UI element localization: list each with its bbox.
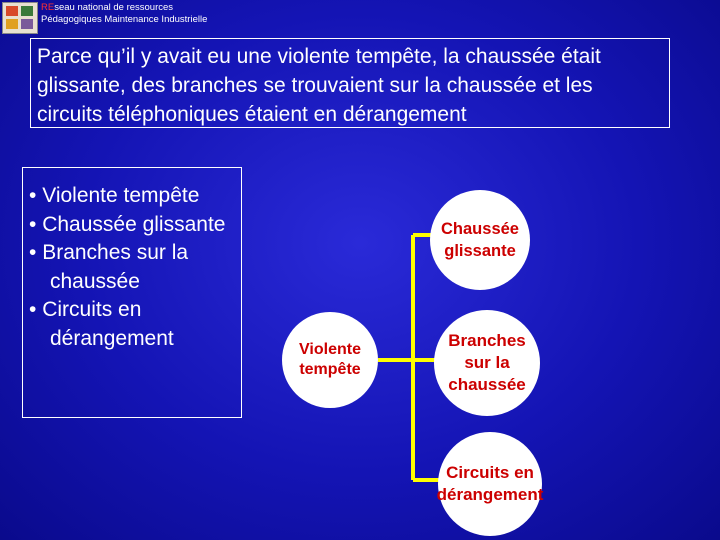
effect-label: Branches sur la chaussée (448, 331, 526, 394)
list-item: • Violente tempête (29, 182, 237, 211)
effect-node (434, 310, 540, 416)
effect-label: Chaussée glissante (441, 220, 519, 260)
organization-highlight: RE (41, 2, 55, 13)
effect-label: Circuits en dérangement (436, 463, 544, 504)
slide-title: Parce qu’il y avait eu une violente tempête, la chaussée était glissante, des branches se trouvaient sur la chaussée et les circuits téléphoniques étaient en dérangement (30, 38, 670, 128)
list-item: • Branches sur la chaussée (29, 239, 237, 296)
effect-node (430, 190, 530, 290)
list-item: • Circuits en dérangement (29, 296, 237, 353)
cause-label: Violente tempête (299, 341, 361, 378)
organization-rest: seau national de ressources Pédagogiques Maintenance Industrielle (41, 2, 208, 25)
list-item: • Chaussée glissante (29, 211, 237, 240)
effect-node (438, 432, 542, 536)
cause-node (282, 312, 378, 408)
